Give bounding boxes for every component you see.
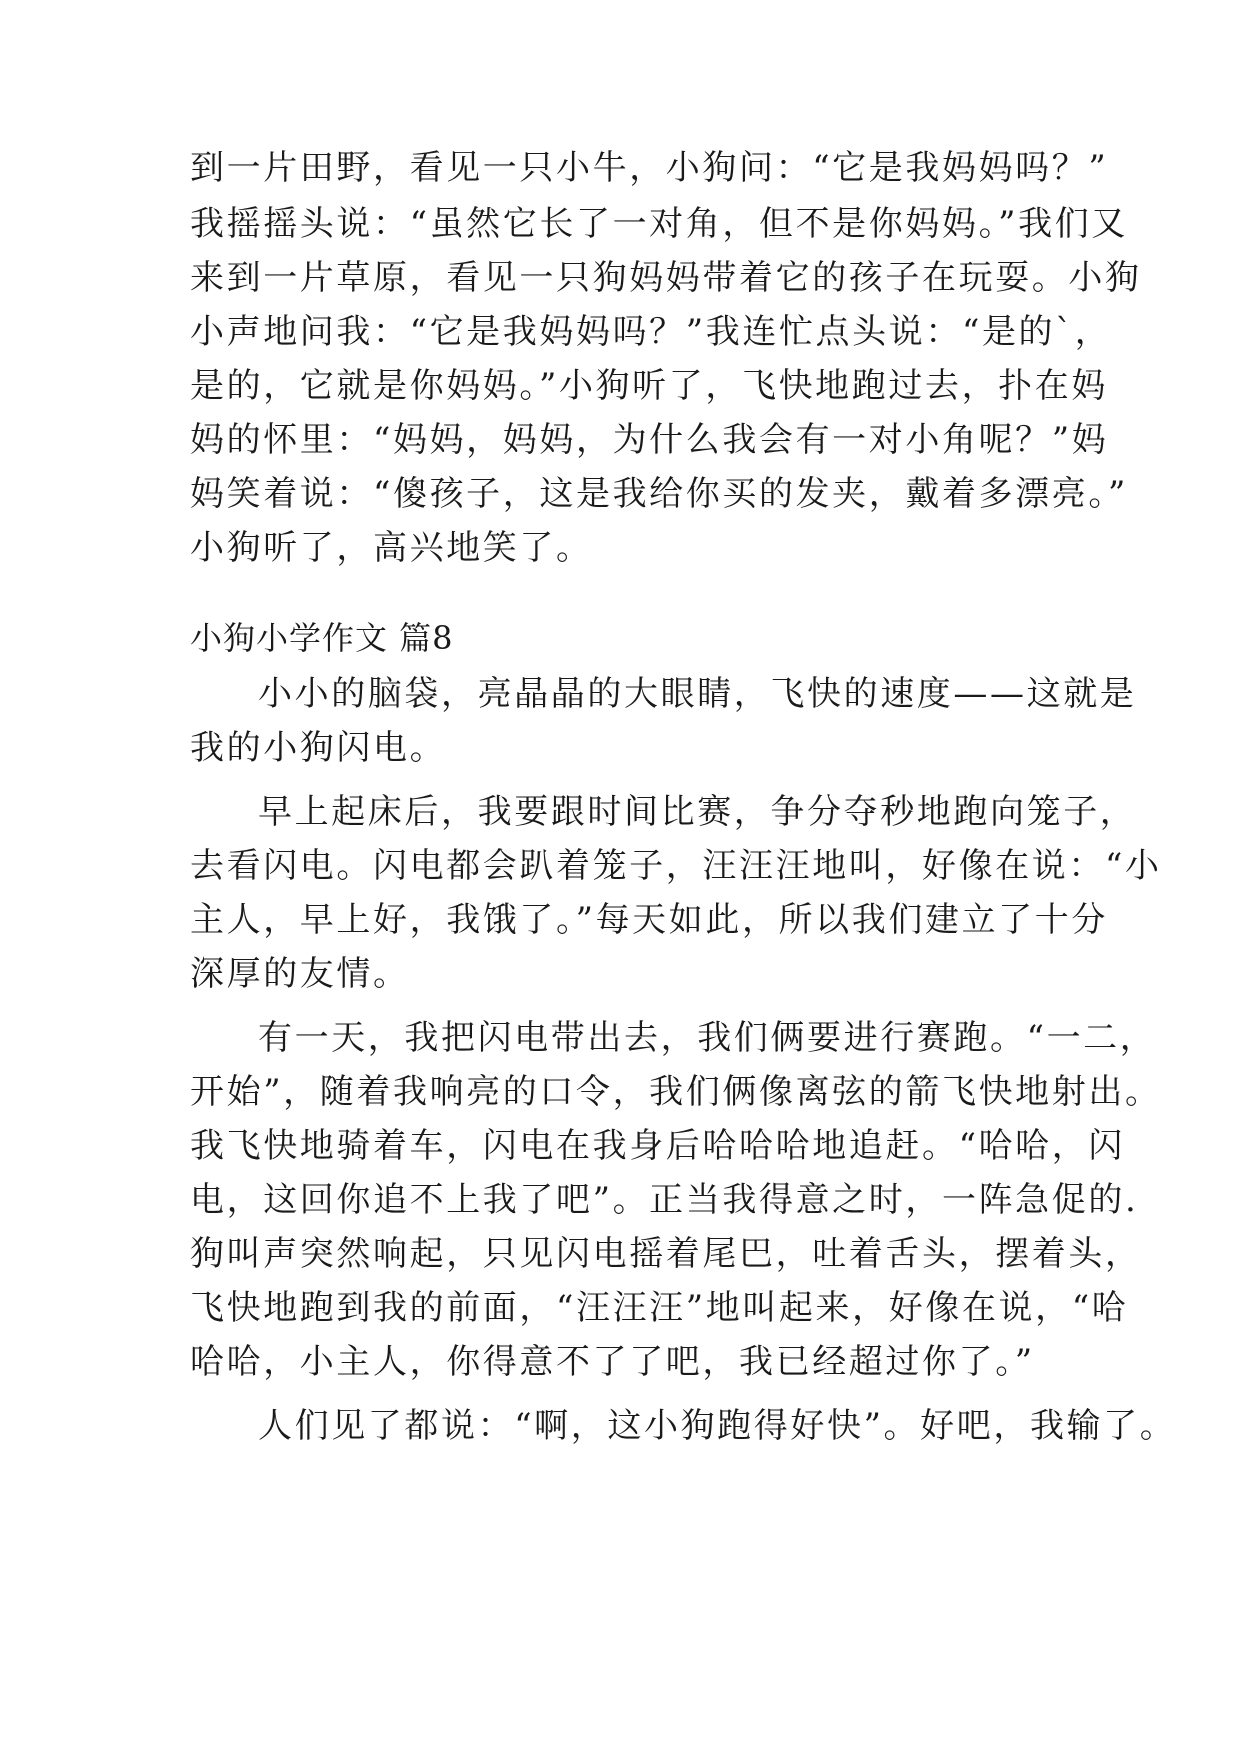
essay-heading: 小狗小学作文 篇8 (190, 619, 454, 657)
text-line: 小声地问我：“它是我妈妈吗？”我连忙点头说：“是的`， (190, 312, 1112, 352)
paragraph-line: 开始”，随着我响亮的口令，我们俩像离弦的箭飞快地射出。 (190, 1072, 1162, 1112)
paragraph-line: 电，这回你追不上我了吧”。正当我得意之时，一阵急促的. (190, 1180, 1139, 1220)
paragraph-line: 哈哈，小主人，你得意不了了吧，我已经超过你了。” (190, 1342, 1035, 1382)
paragraph-line: 狗叫声突然响起，只见闪电摇着尾巴，吐着舌头，摆着头， (190, 1234, 1142, 1274)
paragraph-line: 有一天，我把闪电带出去，我们俩要进行赛跑。“一二， (258, 1018, 1157, 1058)
text-line: 是的，它就是你妈妈。”小狗听了，飞快地跑过去，扑在妈 (190, 366, 1108, 406)
text-line: 小狗听了，高兴地笑了。 (190, 528, 593, 568)
text-line: 来到一片草原，看见一只狗妈妈带着它的孩子在玩耍。小狗 (190, 258, 1142, 298)
paragraph-line: 早上起床后，我要跟时间比赛，争分夺秒地跑向笼子， (258, 792, 1137, 832)
paragraph-line: 我的小狗闪电。 (190, 728, 447, 768)
paragraph-line: 我飞快地骑着车，闪电在我身后哈哈哈地追赶。“哈哈，闪 (190, 1126, 1125, 1166)
text-line: 我摇摇头说：“虽然它长了一对角，但不是你妈妈。”我们又 (190, 204, 1128, 244)
paragraph-line: 小小的脑袋，亮晶晶的大眼睛，飞快的速度——这就是 (258, 674, 1137, 714)
paragraph-line: 人们见了都说：“啊，这小狗跑得好快”。好吧，我输了。 (258, 1406, 1177, 1446)
paragraph-line: 飞快地跑到我的前面，“汪汪汪”地叫起来，好像在说，“哈 (190, 1288, 1129, 1328)
paragraph-line: 去看闪电。闪电都会趴着笼子，汪汪汪地叫，好像在说：“小 (190, 846, 1162, 886)
paragraph-line: 主人，早上好，我饿了。”每天如此，所以我们建立了十分 (190, 900, 1108, 940)
paragraph-line: 深厚的友情。 (190, 954, 410, 994)
text-line: 到一片田野，看见一只小牛，小狗问：“它是我妈妈吗？” (190, 148, 1109, 188)
text-line: 妈笑着说：“傻孩子，这是我给你买的发夹，戴着多漂亮。” (190, 474, 1128, 514)
text-line: 妈的怀里：“妈妈，妈妈，为什么我会有一对小角呢？”妈 (190, 420, 1109, 460)
